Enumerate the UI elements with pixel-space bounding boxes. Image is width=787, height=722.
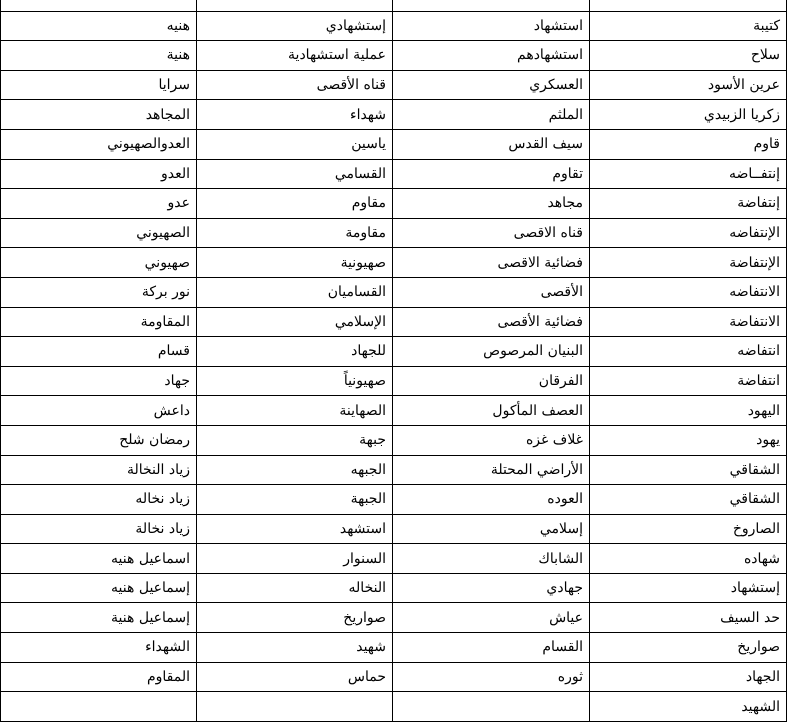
table-cell: زياد نخالة — [1, 514, 197, 544]
table-row — [1, 662, 787, 692]
table-row — [1, 425, 787, 455]
table-row — [1, 337, 787, 367]
table-cell: الصهاينة — [197, 396, 393, 426]
table-cell: الشهيد — [590, 692, 787, 722]
table-cell: زياد النخالة — [1, 455, 197, 485]
table-cell: حد السيف — [590, 603, 787, 633]
table-cell: مقاوم — [197, 189, 393, 219]
table-cell: عرين الأسود — [590, 70, 787, 100]
table-row — [1, 603, 787, 633]
table-cell: قاوم — [590, 129, 787, 159]
table-cell: هنية — [1, 41, 197, 71]
table-row — [1, 70, 787, 100]
table-cell: سلاح — [590, 41, 787, 71]
table-cell: صواريخ — [590, 633, 787, 663]
table-cell: فضائية الاقصى — [393, 248, 590, 278]
table-cell: البنيان المرصوص — [393, 337, 590, 367]
table-cell: القسام — [393, 633, 590, 663]
table-row — [1, 366, 787, 396]
table-cell: صواريخ — [197, 603, 393, 633]
table-cell: المجاهد — [1, 100, 197, 130]
table-row — [1, 100, 787, 130]
table-cell: إستشهاد — [590, 573, 787, 603]
table-cell: اليهود — [590, 396, 787, 426]
table-cell: الشاباك — [393, 544, 590, 574]
table-cell: قناه الأقصى — [197, 70, 393, 100]
table-cell: قسام — [1, 337, 197, 367]
table-cell: القسامي — [197, 159, 393, 189]
table-cell: الصاروخ — [590, 514, 787, 544]
table-cell: الصهيوني — [1, 218, 197, 248]
table-row — [1, 514, 787, 544]
table-cell: جهاد — [1, 366, 197, 396]
table-cell: الانتفاضة — [590, 307, 787, 337]
table-cell: الشقاقي — [590, 455, 787, 485]
table-row — [1, 248, 787, 278]
table-cell: ياسين — [197, 129, 393, 159]
table-cell: إنتفاضة — [590, 189, 787, 219]
table-cell: الإنتفاضه — [590, 218, 787, 248]
table-cell: إسماعيل هنيه — [1, 573, 197, 603]
table-row — [1, 633, 787, 663]
table-row — [1, 544, 787, 574]
table-cell: العدو — [1, 159, 197, 189]
table-cell: المقاوم — [1, 662, 197, 692]
table-cell: كتيبة — [590, 11, 787, 41]
table-cell: العسكري — [393, 70, 590, 100]
table-cell: قناه الاقصى — [393, 218, 590, 248]
table-cell: شهيد — [197, 633, 393, 663]
table-row — [1, 218, 787, 248]
table-cell: يهود — [590, 425, 787, 455]
table-cell: انتفاضه — [590, 337, 787, 367]
table-cell: النخاله — [197, 573, 393, 603]
table-cell: عملية استشهادية — [197, 41, 393, 71]
table-row — [1, 41, 787, 71]
table-cell: عياش — [393, 603, 590, 633]
table-cell: مجاهد — [393, 189, 590, 219]
table-cell: هنيه — [1, 11, 197, 41]
table-cell: زياد نخاله — [1, 485, 197, 515]
table-cell: العوده — [393, 485, 590, 515]
table-cell: رمضان شلح — [1, 425, 197, 455]
table-cell: اسماعيل هنيه — [1, 544, 197, 574]
table-cell: الجبهه — [197, 455, 393, 485]
table-cell: الفرقان — [393, 366, 590, 396]
table-cell: غلاف غزه — [393, 425, 590, 455]
table-cell — [197, 692, 393, 722]
table-cell: الأقصى — [393, 277, 590, 307]
table-cell: الإسلامي — [197, 307, 393, 337]
table-cell: صهيونياً — [197, 366, 393, 396]
table-row — [1, 277, 787, 307]
table-cell: ثوره — [393, 662, 590, 692]
table-cell — [393, 0, 590, 11]
table-cell: صهيوني — [1, 248, 197, 278]
table-cell: السنوار — [197, 544, 393, 574]
table-cell: القساميان — [197, 277, 393, 307]
table-cell — [590, 0, 787, 11]
table-cell: تقاوم — [393, 159, 590, 189]
table-row — [1, 455, 787, 485]
table-cell: شهداء — [197, 100, 393, 130]
table-cell: نور بركة — [1, 277, 197, 307]
table-cell: زكريا الزبيدي — [590, 100, 787, 130]
table-row — [1, 692, 787, 722]
table-cell: شهاده — [590, 544, 787, 574]
table-cell: استشهاد — [393, 11, 590, 41]
table-cell: الجهاد — [590, 662, 787, 692]
table-cell: الشهداء — [1, 633, 197, 663]
table-cell: سرايا — [1, 70, 197, 100]
table-cell: المقاومة — [1, 307, 197, 337]
table-cell: استشهد — [197, 514, 393, 544]
table-cell: الشقاقي — [590, 485, 787, 515]
table-cell: جهادي — [393, 573, 590, 603]
table-cell: صهيونية — [197, 248, 393, 278]
table-row — [1, 307, 787, 337]
table-cell: إسلامي — [393, 514, 590, 544]
table-row — [1, 0, 787, 11]
table-cell — [1, 692, 197, 722]
table-cell: الجبهة — [197, 485, 393, 515]
table-row — [1, 485, 787, 515]
table-cell: انتفاضة — [590, 366, 787, 396]
table-row — [1, 129, 787, 159]
table-cell: الانتفاضه — [590, 277, 787, 307]
table-cell: العدوالصهيوني — [1, 129, 197, 159]
table-cell — [197, 0, 393, 11]
table-cell: الملثم — [393, 100, 590, 130]
table-cell: حماس — [197, 662, 393, 692]
table-cell: جبهة — [197, 425, 393, 455]
table-cell: إنتفــاضه — [590, 159, 787, 189]
table-row — [1, 573, 787, 603]
table-cell: الإنتفاضة — [590, 248, 787, 278]
table-cell: داعش — [1, 396, 197, 426]
table-cell: استشهادهم — [393, 41, 590, 71]
table-row — [1, 159, 787, 189]
table-row — [1, 189, 787, 219]
table-cell: الأراضي المحتلة — [393, 455, 590, 485]
table-cell — [1, 0, 197, 11]
table-cell — [393, 692, 590, 722]
table-row — [1, 396, 787, 426]
table-cell: للجهاد — [197, 337, 393, 367]
table-row — [1, 11, 787, 41]
table-cell: إسماعيل هنية — [1, 603, 197, 633]
table-cell: فضائية الأقصى — [393, 307, 590, 337]
table-cell: سيف القدس — [393, 129, 590, 159]
table-cell: إستشهادي — [197, 11, 393, 41]
table-cell: العصف المأكول — [393, 396, 590, 426]
table-cell: مقاومة — [197, 218, 393, 248]
table-cell: عدو — [1, 189, 197, 219]
